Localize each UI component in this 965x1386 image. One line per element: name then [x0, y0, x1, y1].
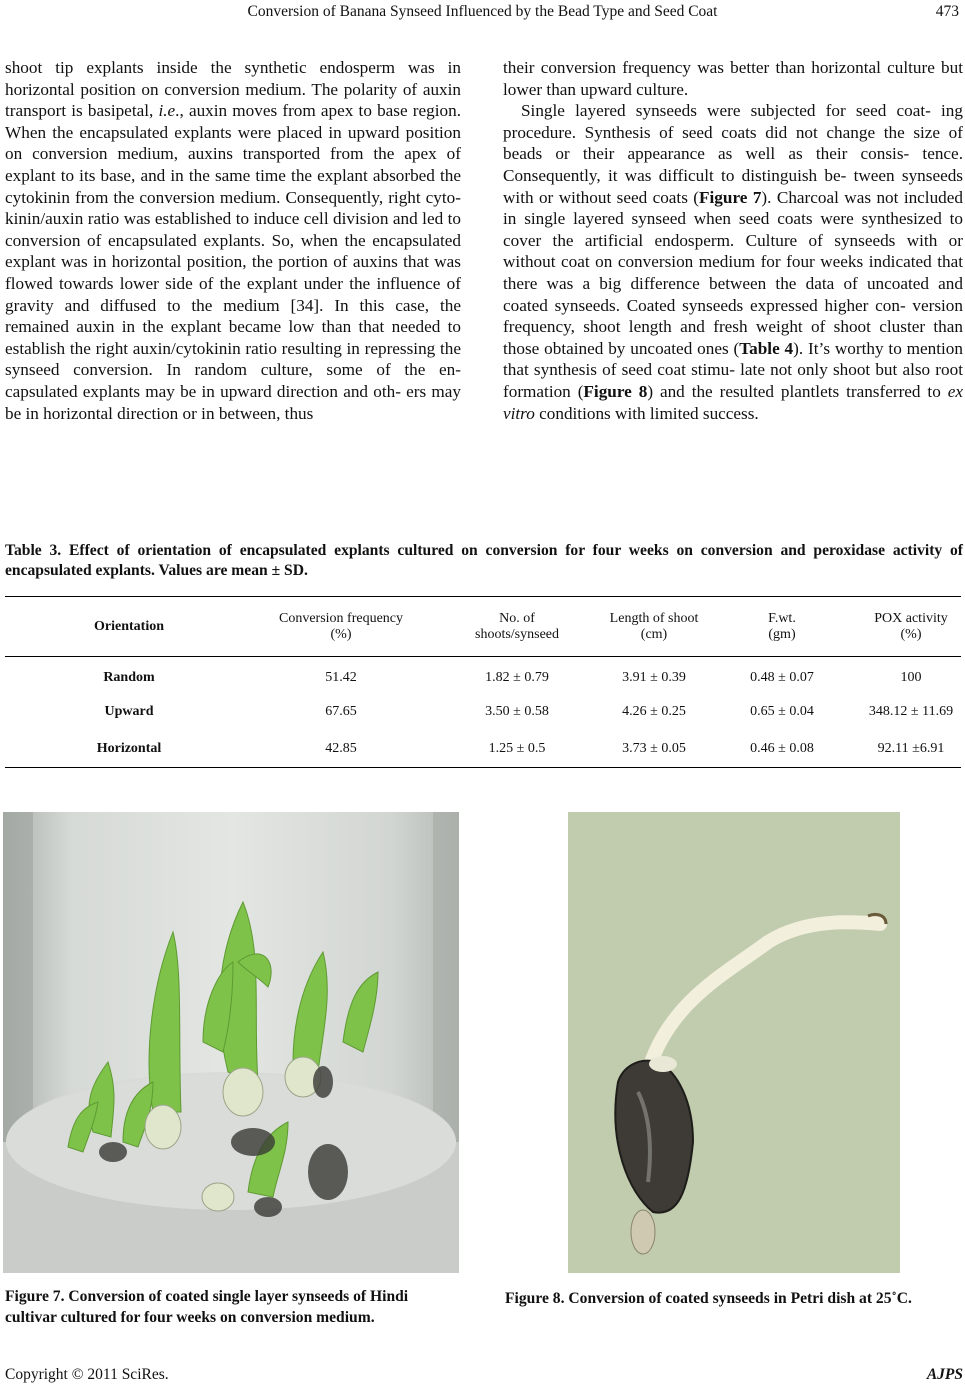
figure-7-reference: Figure 7 — [699, 187, 762, 207]
table-3 — [5, 596, 961, 768]
italic-text: i.e — [158, 101, 176, 121]
table-3-caption: Table 3. Effect of orientation of encapsulated explants cultured on conversion for four weeks on conversion and peroxidase activity of encapsulated explants. Values are mean ± SD. — [5, 542, 963, 579]
table-header-row — [5, 597, 961, 657]
column-header-conversion: Conversion frequency (%) — [278, 610, 404, 642]
root-tip — [631, 1210, 655, 1254]
right-column — [503, 57, 963, 424]
page-footer — [5, 1366, 963, 1384]
running-header — [0, 3, 965, 21]
column-header-orientation: Orientation — [94, 618, 164, 634]
table-cell: 3.73 ± 0.05 — [622, 740, 686, 756]
column-header-pox: POX activity (%) — [874, 610, 948, 642]
page-number: 473 — [935, 3, 959, 20]
left-paragraph — [5, 57, 461, 424]
table-cell: Horizontal — [96, 740, 162, 756]
text-run: ). Charcoal was not included in single layered synseed when seed coats were synthesized to cover the artificial endosperm. Culture of synseeds with or without coat on conversion medium for four weeks indicated that there was a big difference between the data of uncoated and coated synseeds. Coated synseeds expressed higher con- version frequency, shoot length and fresh weight of shoot cluster than those obtained by uncoated ones ( — [503, 187, 963, 358]
figure-8-photo — [568, 812, 900, 1273]
left-column — [5, 57, 461, 424]
column-header-shoots: No. of shoots/synseed — [475, 610, 559, 642]
table-cell: 0.46 ± 0.08 — [750, 740, 814, 756]
table-cell: 92.11 ±6.91 — [877, 740, 945, 756]
table-cell: 100 — [900, 670, 922, 686]
table-4-reference: Table 4 — [739, 338, 794, 358]
text-run: ., auxin moves from apex to base region. When the encapsulated explants were placed in upward position on conversion medium, auxins transported from the apex of explant to its base, and in the same time the explant absorbed the cytokinin from the conversion medium. Consequently, right cyto- kinin/auxin ratio was established to induce cell division and led to conversion of encapsulated explants. So, when the encapsulated explant was in horizontal position, the portion of auxins that was flowed towards lower side of the explant under the influence of gravity and diffused to the medium [34]. In this case, the remained auxin in the explant became low than that needed to establish the right auxin/cytokinin ratio resulting in repressing the synseed conversion. In random culture, some of the en- capsulated explants may be in upward direction and oth- ers may be in horizontal direction or in between, thus — [5, 101, 461, 423]
figure-7-photo — [3, 812, 459, 1273]
table-cell: 3.91 ± 0.39 — [622, 670, 686, 686]
table-cell: Upward — [104, 704, 154, 719]
table-cell: Random — [103, 670, 155, 686]
running-title: Conversion of Banana Synseed Influenced by the Bead Type and Seed Coat — [247, 3, 718, 20]
figure-8-illustration — [568, 812, 900, 1273]
table-cell: 4.26 ± 0.25 — [622, 704, 686, 719]
table-cell: 0.65 ± 0.04 — [750, 704, 814, 719]
table-row — [5, 731, 961, 768]
figure-8-caption: Figure 8. Conversion of coated synseeds in Petri dish at 25˚C. — [505, 1290, 912, 1307]
copyright-text: Copyright © 2011 SciRes. — [5, 1366, 169, 1383]
table-cell: 0.48 ± 0.07 — [750, 670, 814, 686]
right-paragraph-2 — [503, 100, 963, 424]
text-run: Single layered synseeds were subjected for seed coat- ing procedure. Synthesis of seed coats did not change the size of beads or their appearance as well as their consis- tence. Consequently, it was difficult to distinguish be- tween synseeds with or without seed coats ( — [503, 101, 963, 207]
table-cell: 1.82 ± 0.79 — [485, 670, 549, 686]
table-cell: 51.42 — [325, 670, 357, 686]
figure-7-caption: Figure 7. Conversion of coated single layer synseeds of Hindi cultivar cultured for four weeks on conversion medium. — [5, 1288, 409, 1326]
journal-name: AJPS — [926, 1366, 963, 1383]
italic-text: ex vitro — [503, 381, 963, 423]
table-cell: 42.85 — [325, 740, 357, 756]
column-header-fwt: F.wt. (gm) — [768, 610, 796, 642]
table-cell: 3.50 ± 0.58 — [485, 704, 549, 719]
column-header-length: Length of shoot (cm) — [609, 610, 699, 642]
table-cell: 348.12 ± 11.69 — [868, 704, 954, 719]
text-run: ). It’s worthy to mention that synthesis of seed coat stimu- late not only shoot but also root formation ( — [503, 338, 963, 401]
table-row — [5, 694, 961, 731]
text-run: ) and the resulted plantlets transferred to — [647, 381, 948, 401]
figure-7-illustration — [3, 812, 459, 1273]
text-run: conditions with limited success. — [534, 403, 759, 423]
right-paragraph-1: their conversion frequency was better than horizontal culture but lower than upward culture. — [503, 58, 963, 99]
table-cell: 67.65 — [325, 704, 357, 719]
figure-8-reference: Figure 8 — [583, 381, 648, 401]
table-cell: 1.25 ± 0.5 — [488, 740, 546, 756]
text-run: shoot tip explants inside the synthetic endosperm was in horizontal position on conversion medium. The polarity of auxin transport is basipetal, — [5, 58, 461, 121]
table-row — [5, 657, 961, 694]
